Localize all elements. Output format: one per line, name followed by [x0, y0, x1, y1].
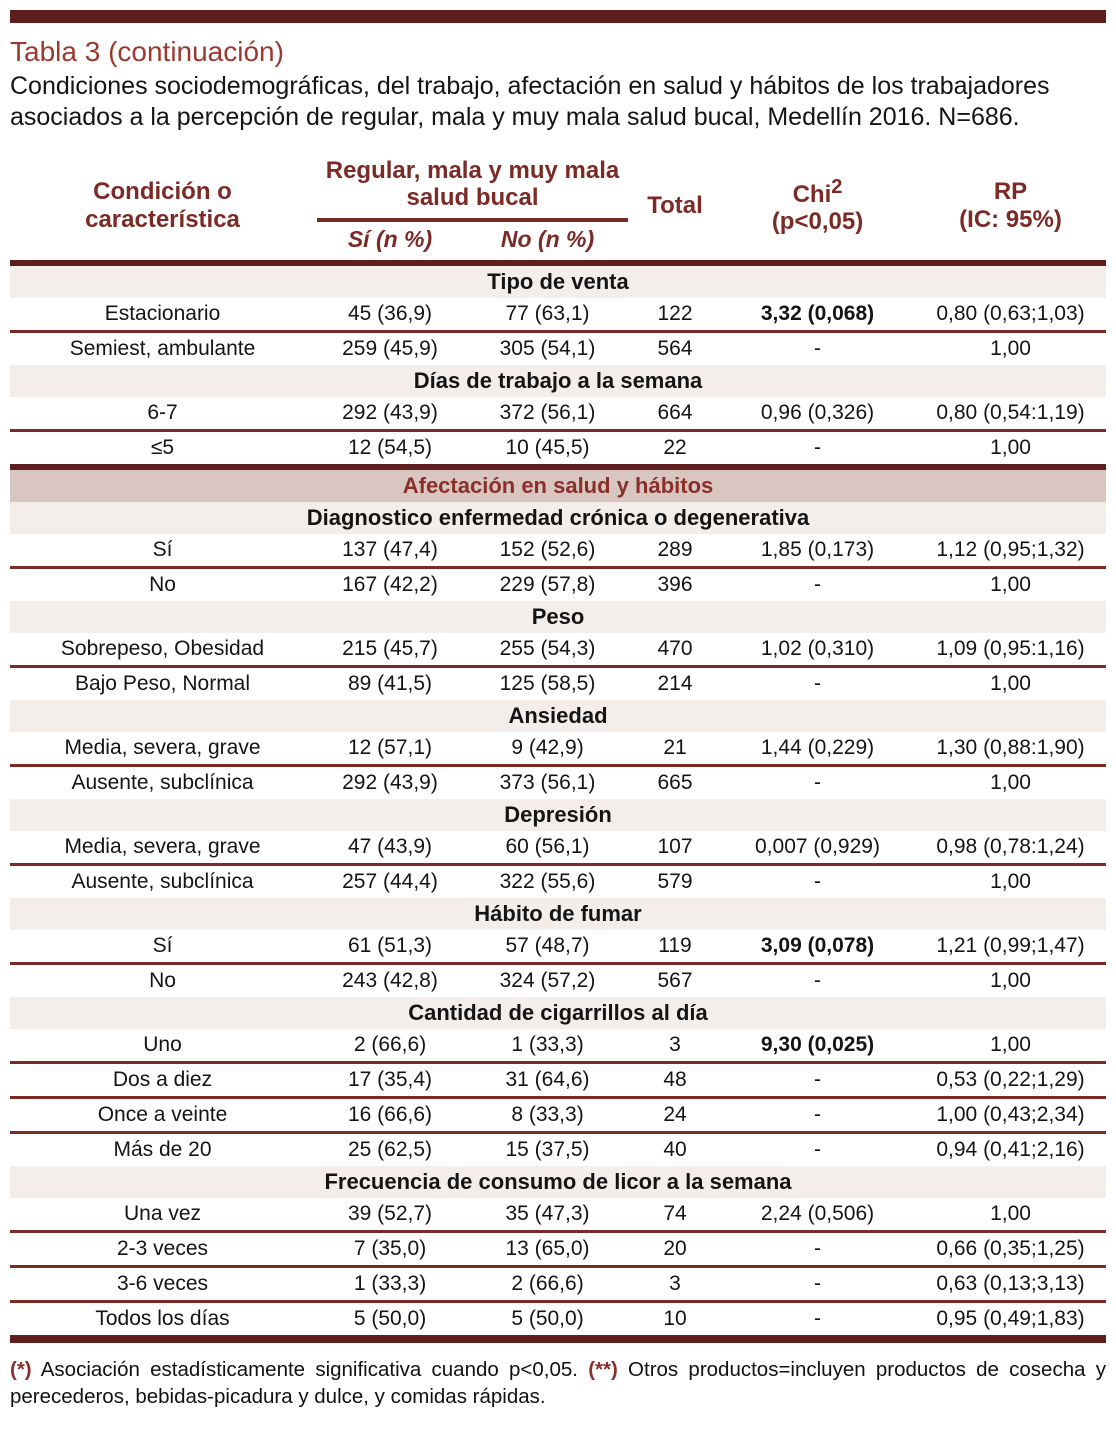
total-cell: 40 [663, 1138, 687, 1162]
top-rule [10, 10, 1106, 23]
table-row [10, 831, 1106, 865]
chi-cell: 2,24 (0,506) [720, 1198, 915, 1232]
section-header-cell: Frecuencia de consumo de licor a la semana [10, 1166, 1106, 1198]
condition-cell: Sí [10, 534, 315, 568]
statistics-table [10, 151, 1106, 1343]
section-header-cell: Cantidad de cigarrillos al día [10, 997, 1106, 1029]
table-row [10, 1133, 1106, 1167]
no-cell: 305 (54,1) [499, 337, 596, 361]
condition-cell: Media, severa, grave [10, 732, 315, 766]
condition-cell: Ausente, subclínica [71, 771, 254, 795]
total-cell: 664 [630, 397, 720, 431]
no-cell: 10 (45,5) [465, 431, 630, 468]
header-group-salud-bucal [315, 151, 630, 263]
rp-cell: 1,00 [990, 969, 1031, 993]
no-cell: 2 (66,6) [465, 1267, 630, 1302]
table-caption: Condiciones sociodemográficas, del trabajo, afectación en salud y hábitos de los trabajadores asociados a la percepción de regular, mala y muy mala salud bucal, Medellín 2016. N=686. [10, 72, 1050, 132]
no-cell: 324 (57,2) [499, 969, 596, 993]
rp-cell: 1,30 (0,88:1,90) [915, 732, 1106, 766]
table-row [10, 1267, 1106, 1302]
si-cell: 12 (54,5) [315, 431, 465, 468]
rp-cell: 1,00 [915, 431, 1106, 468]
group-underline-rule [317, 218, 628, 222]
section-row [10, 263, 1106, 298]
no-cell: 229 (57,8) [499, 573, 596, 597]
chi-cell: 1,85 (0,173) [720, 534, 915, 568]
rp-cell: 1,00 [915, 1029, 1106, 1063]
si-cell: 137 (47,4) [315, 534, 465, 568]
total-cell: 22 [630, 431, 720, 468]
chi-cell: - [720, 1302, 915, 1340]
si-cell: 25 (62,5) [347, 1138, 433, 1162]
rp-cell: 0,66 (0,35;1,25) [915, 1232, 1106, 1267]
condition-cell: Once a veinte [10, 1098, 315, 1133]
section-row [10, 997, 1106, 1029]
condition-cell: Uno [10, 1029, 315, 1063]
chi-cell: - [814, 672, 821, 696]
rp-cell: 0,95 (0,49;1,83) [915, 1302, 1106, 1340]
no-cell: 13 (65,0) [465, 1232, 630, 1267]
no-cell: 60 (56,1) [465, 831, 630, 865]
no-cell: 31 (64,6) [465, 1063, 630, 1098]
section-header-cell: Hábito de fumar [10, 898, 1106, 930]
section-header-cell: Depresión [10, 799, 1106, 831]
header-group-label: Regular, mala y muy mala salud bucal [325, 157, 620, 212]
header-condition: Condición o característica [10, 151, 315, 263]
condition-cell: Sobrepeso, Obesidad [10, 633, 315, 667]
rp-cell: 0,80 (0,63;1,03) [915, 298, 1106, 332]
si-cell: 45 (36,9) [315, 298, 465, 332]
no-cell: 255 (54,3) [465, 633, 630, 667]
chi-cell: 0,96 (0,326) [720, 397, 915, 431]
no-cell: 9 (42,9) [465, 732, 630, 766]
rp-cell: 1,00 [990, 337, 1031, 361]
condition-cell: Semiest, ambulante [69, 337, 256, 361]
si-cell: 292 (43,9) [342, 771, 438, 795]
no-cell: 77 (63,1) [465, 298, 630, 332]
chi-cell: - [814, 969, 821, 993]
total-cell: 289 [630, 534, 720, 568]
no-cell: 322 (55,6) [499, 870, 596, 894]
header-rp [915, 151, 1106, 263]
chi-cell: - [720, 431, 915, 468]
section-header-cell: Diagnostico enfermedad crónica o degenerativa [10, 502, 1106, 534]
si-cell: 39 (52,7) [315, 1198, 465, 1232]
no-cell: 15 (37,5) [505, 1138, 590, 1162]
total-cell: 107 [630, 831, 720, 865]
section-header-cell: Ansiedad [10, 700, 1106, 732]
table-title: Tabla 3 (continuación) [10, 36, 284, 67]
total-cell: 564 [657, 337, 693, 361]
footnote-star-1: (*) [10, 1358, 32, 1382]
rp-cell: 1,00 [915, 1198, 1106, 1232]
header-total: Total [630, 151, 720, 263]
chi-cell: - [814, 771, 821, 795]
table-row [10, 1098, 1106, 1133]
section-header-cell: Tipo de venta [10, 263, 1106, 298]
condition-cell: Estacionario [10, 298, 315, 332]
chi-cell: - [814, 870, 821, 894]
table-row [10, 1302, 1106, 1340]
condition-cell: Bajo Peso, Normal [74, 672, 251, 696]
rp-cell: 0,80 (0,54:1,19) [915, 397, 1106, 431]
header-si: Sí (n %) [347, 226, 433, 253]
no-cell: 372 (56,1) [465, 397, 630, 431]
rp-label: RP [993, 178, 1028, 206]
rp-cell: 0,63 (0,13;3,13) [915, 1267, 1106, 1302]
table-header [10, 151, 1106, 263]
rp-ic-label: (IC: 95%) [959, 205, 1062, 233]
si-cell: 5 (50,0) [315, 1302, 465, 1340]
total-cell: 74 [630, 1198, 720, 1232]
total-cell: 470 [630, 633, 720, 667]
condition-cell: Una vez [10, 1198, 315, 1232]
header-row [10, 151, 1106, 263]
table-row [10, 1029, 1106, 1063]
section-row [10, 799, 1106, 831]
rp-cell: 1,00 [990, 573, 1031, 597]
section-row [10, 700, 1106, 732]
si-cell: 7 (35,0) [315, 1232, 465, 1267]
footnote [10, 1357, 1106, 1410]
chi-pvalue-label: (p<0,05) [771, 208, 864, 236]
no-cell: 8 (33,3) [465, 1098, 630, 1133]
si-cell: 259 (45,9) [342, 337, 438, 361]
rp-cell: 1,00 [990, 771, 1031, 795]
si-cell: 89 (41,5) [347, 672, 433, 696]
table-row [10, 865, 1106, 899]
table-row [10, 1198, 1106, 1232]
chi-cell: 1,02 (0,310) [720, 633, 915, 667]
condition-cell: No [149, 573, 176, 597]
total-cell: 119 [630, 930, 720, 964]
total-cell: 396 [657, 573, 693, 597]
section-row [10, 502, 1106, 534]
chi-cell: - [814, 1138, 821, 1162]
si-cell: 243 (42,8) [342, 969, 438, 993]
rp-cell: 1,00 (0,43;2,34) [915, 1098, 1106, 1133]
no-cell: 5 (50,0) [465, 1302, 630, 1340]
rp-cell: 1,21 (0,99;1,47) [915, 930, 1106, 964]
section-header-cell: Peso [10, 601, 1106, 633]
condition-cell: Media, severa, grave [10, 831, 315, 865]
total-cell: 665 [657, 771, 693, 795]
section-row [10, 1166, 1106, 1198]
total-cell: 24 [630, 1098, 720, 1133]
total-cell: 214 [657, 672, 693, 696]
chi-cell: 0,007 (0,929) [720, 831, 915, 865]
no-cell: 35 (47,3) [465, 1198, 630, 1232]
total-cell: 3 [630, 1267, 720, 1302]
section-row [10, 898, 1106, 930]
total-cell: 48 [630, 1063, 720, 1098]
no-cell: 373 (56,1) [499, 771, 596, 795]
condition-cell: Más de 20 [113, 1138, 212, 1162]
table-row [10, 298, 1106, 332]
chi-cell: 9,30 (0,025) [720, 1029, 915, 1063]
condition-cell: Ausente, subclínica [71, 870, 254, 894]
si-cell: 1 (33,3) [315, 1267, 465, 1302]
chi-cell: - [814, 573, 821, 597]
condition-cell: ≤5 [10, 431, 315, 468]
rp-cell: 1,00 [990, 870, 1031, 894]
si-cell: 292 (43,9) [315, 397, 465, 431]
chi-cell: 1,44 (0,229) [720, 732, 915, 766]
section-header-cell: Días de trabajo a la semana [10, 365, 1106, 397]
table-row [10, 930, 1106, 964]
si-cell: 215 (45,7) [315, 633, 465, 667]
si-cell: 12 (57,1) [315, 732, 465, 766]
chi-cell: - [720, 1098, 915, 1133]
condition-cell: 2-3 veces [10, 1232, 315, 1267]
major-section-row [10, 467, 1106, 502]
table-row [10, 534, 1106, 568]
rp-cell: 0,98 (0,78:1,24) [915, 831, 1106, 865]
si-cell: 167 (42,2) [342, 573, 438, 597]
si-cell: 257 (44,4) [342, 870, 438, 894]
total-cell: 3 [630, 1029, 720, 1063]
si-cell: 61 (51,3) [315, 930, 465, 964]
section-header-cell: Afectación en salud y hábitos [10, 467, 1106, 502]
total-cell: 579 [657, 870, 693, 894]
table-row [10, 397, 1106, 431]
chi-cell: - [720, 1267, 915, 1302]
chi-cell: 3,09 (0,078) [720, 930, 915, 964]
no-cell: 152 (52,6) [465, 534, 630, 568]
chi-label: Chi [792, 180, 832, 208]
condition-cell: 6-7 [10, 397, 315, 431]
table-row [10, 766, 1106, 800]
table-row [10, 568, 1106, 602]
section-row [10, 601, 1106, 633]
rp-cell: 1,12 (0,95;1,32) [915, 534, 1106, 568]
condition-cell: 3-6 veces [10, 1267, 315, 1302]
section-row [10, 365, 1106, 397]
rp-cell: 0,94 (0,41;2,16) [936, 1138, 1085, 1162]
no-cell: 57 (48,7) [465, 930, 630, 964]
table-row [10, 1063, 1106, 1098]
si-cell: 17 (35,4) [315, 1063, 465, 1098]
table-row [10, 1232, 1106, 1267]
table-row [10, 964, 1106, 998]
si-cell: 47 (43,9) [315, 831, 465, 865]
total-cell: 21 [630, 732, 720, 766]
chi-superscript: 2 [831, 175, 843, 198]
total-cell: 122 [630, 298, 720, 332]
table-row [10, 431, 1106, 468]
total-cell: 10 [630, 1302, 720, 1340]
condition-cell: Todos los días [10, 1302, 315, 1340]
footnote-text-2: Otros productos=incluyen productos de cosecha y perecederos, bebidas-picadura y dulce, y comidas rápidas. [10, 1358, 1106, 1408]
footnote-text-1: Asociación estadísticamente significativa cuando p<0,05. [31, 1358, 589, 1382]
table-row [10, 667, 1106, 701]
table-row [10, 633, 1106, 667]
table-row [10, 732, 1106, 766]
chi-cell: 3,32 (0,068) [720, 298, 915, 332]
chi-cell: - [720, 1232, 915, 1267]
header-chi [720, 151, 915, 263]
si-cell: 2 (66,6) [315, 1029, 465, 1063]
header-no: No (n %) [500, 226, 595, 253]
rp-cell: 0,53 (0,22;1,29) [915, 1063, 1106, 1098]
no-cell: 1 (33,3) [465, 1029, 630, 1063]
si-cell: 16 (66,6) [315, 1098, 465, 1133]
chi-cell: - [720, 1063, 915, 1098]
total-cell: 20 [630, 1232, 720, 1267]
table-row [10, 332, 1106, 366]
no-cell: 125 (58,5) [499, 672, 596, 696]
table-body [10, 263, 1106, 1339]
condition-cell: No [149, 969, 176, 993]
total-cell: 567 [657, 969, 693, 993]
chi-cell: - [814, 337, 821, 361]
condition-cell: Sí [10, 930, 315, 964]
footnote-star-2: (**) [588, 1358, 618, 1382]
condition-cell: Dos a diez [10, 1063, 315, 1098]
rp-cell: 1,00 [990, 672, 1031, 696]
rp-cell: 1,09 (0,95:1,16) [915, 633, 1106, 667]
